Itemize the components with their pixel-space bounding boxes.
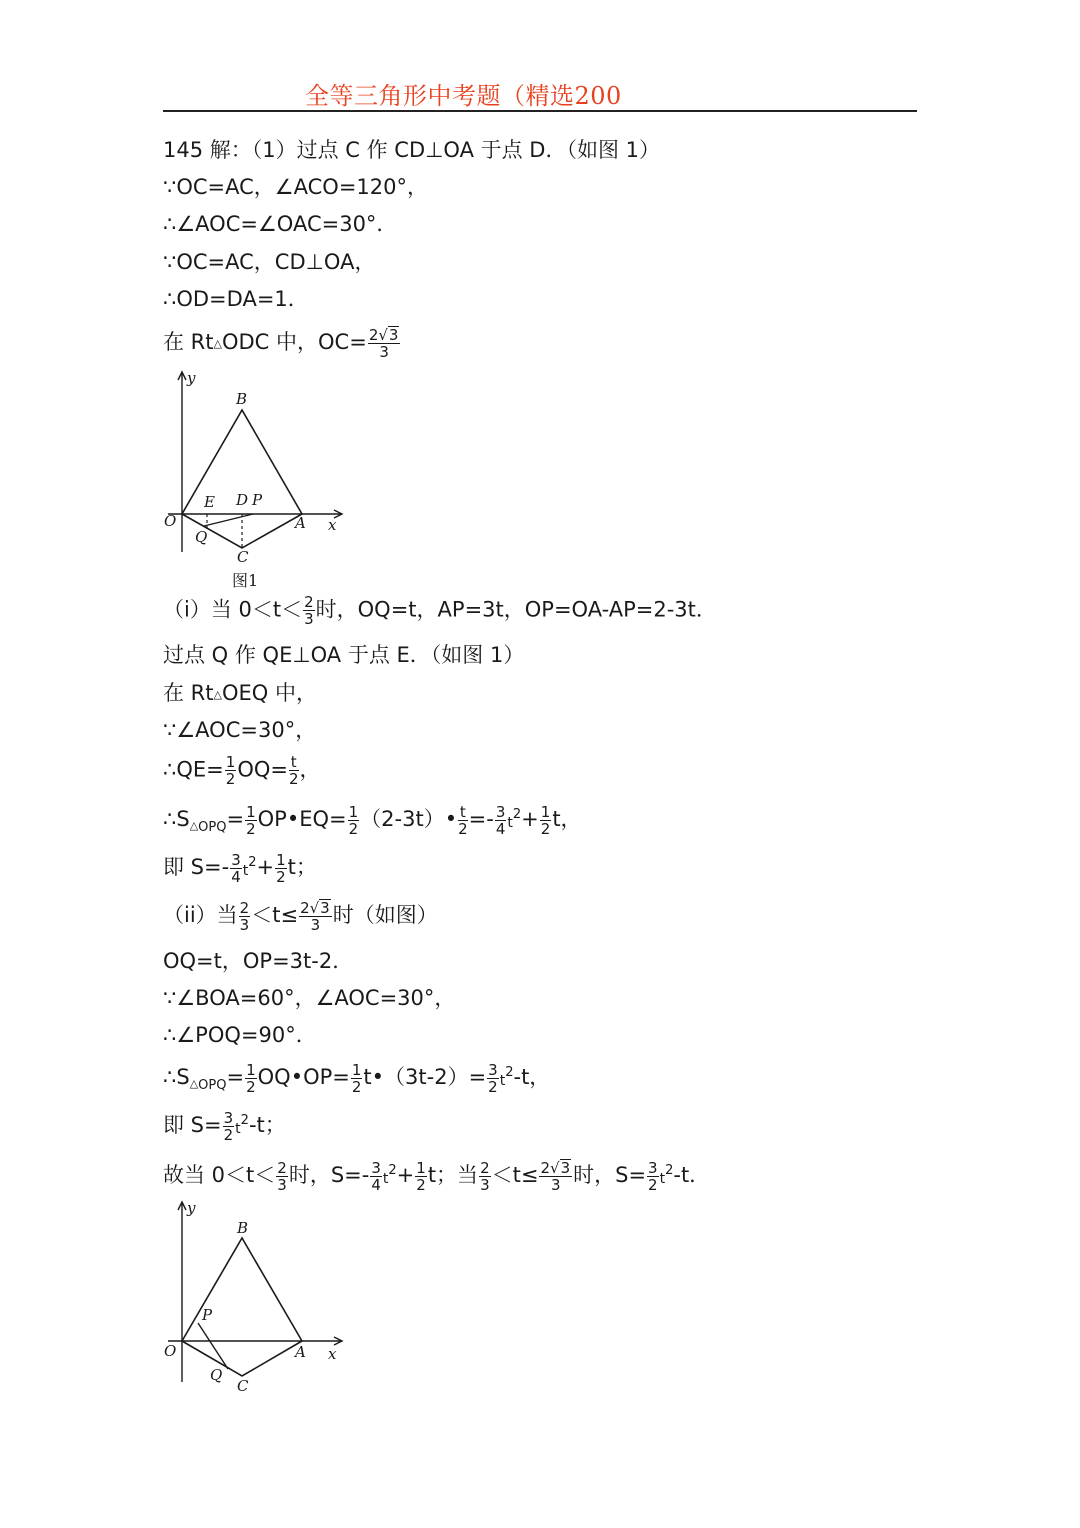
solution-line: ∴∠POQ=90°． <box>163 1023 317 1047</box>
solution-line: ∵∠BOA=60°，∠AOC=30°， <box>163 986 456 1010</box>
solution-line: 即 S=- $\frac{3}{4}$ $t^2+$ $\frac{1}{2}$ t； <box>163 850 317 886</box>
point-label-c: C <box>237 548 249 566</box>
triangle-symbol: △ <box>213 337 222 350</box>
figure-caption: 图1 <box>232 571 259 590</box>
solution-line: ∵OC=AC，CD⊥OA， <box>163 250 376 274</box>
solution-line: $\therefore S_{\triangle OPQ}=$ $\frac{1}{2}$ OQ•OP= $\frac{1}{2}$ t•（3t-2）= $\frac{3}{2}$ $t^2-t$， <box>163 1060 551 1096</box>
coordinate-figure-2 <box>160 1196 350 1401</box>
coordinate-figure-1 <box>160 366 350 571</box>
solution-line: 故当 0＜t＜ $\frac{2}{3}$ 时，S=- $\frac{3}{4}$ $t^2+$ $\frac{1}{2}$ t；当 $\frac{2}{3}$ ＜t≤ $\frac{2√3}{3}$ 时，S= $\frac{3}{2}$ $t^2-t$． <box>163 1158 711 1194</box>
point-label-q: Q <box>210 1366 223 1384</box>
point-label-e: E <box>204 493 215 511</box>
solution-line: ∵∠AOC=30°， <box>163 718 317 742</box>
point-label-q: Q <box>195 528 208 546</box>
point-label-b: B <box>236 390 248 408</box>
point-label-p: P <box>202 1306 213 1324</box>
solution-line: ∴OD=DA=1． <box>163 287 309 311</box>
point-label-b: B <box>237 1219 249 1237</box>
fraction: $\frac{2√3}{3}$ <box>368 326 399 361</box>
solution-line: 在 Rt△ODC 中，OC= $\frac{2√3}{3}$ <box>163 326 399 361</box>
solution-line: OQ=t，OP=3t-2． <box>163 949 354 973</box>
solution-line: ∴∠AOC=∠OAC=30°． <box>163 212 398 236</box>
point-label-a: A <box>295 514 306 532</box>
solution-line: $\therefore S_{\triangle OPQ}=$ $\frac{1}{2}$ OP•EQ= $\frac{1}{2}$ （2-3t）• $\frac{t}{2}$ =- $\frac{3}{4}$ $t^2+$ $\frac{1}{2}$ t， <box>163 802 582 838</box>
point-label-o: O <box>164 1342 177 1360</box>
solution-line: （i）当 0＜t＜ $\frac{2}{3}$ 时，OQ=t，AP=3t，OP=OA-AP=2-3t． <box>163 593 717 628</box>
solution-line: 即 S= $\frac{3}{2}$ $t^2-t$； <box>163 1108 286 1144</box>
axis-label-x: x <box>328 516 337 534</box>
point-label-a: A <box>295 1343 306 1361</box>
solution-line: ∴QE= $\frac{1}{2}$ OQ= $\frac{t}{2}$ ， <box>163 753 321 788</box>
solution-line: ∵OC=AC，∠ACO=120°， <box>163 175 429 199</box>
point-label-p: P <box>252 491 263 509</box>
point-label-o: O <box>164 512 177 530</box>
point-label-c: C <box>237 1377 249 1395</box>
point-label-d: D <box>236 491 249 509</box>
solution-line: 在 Rt△OEQ 中， <box>163 681 317 705</box>
solution-line: （ii）当 $\frac{2}{3}$ ＜t≤ $\frac{2√3}{3}$ 时（如图） <box>163 898 438 934</box>
axis-label-y: y <box>187 369 196 387</box>
fraction: $\frac{2}{3}$ <box>304 593 314 628</box>
page-title: 全等三角形中考题（精选200 <box>305 82 622 110</box>
axis-label-x: x <box>328 1345 337 1363</box>
header-divider <box>163 110 917 112</box>
solution-line: 过点 Q 作 QE⊥OA 于点 E．（如图 1） <box>163 643 525 667</box>
axis-label-y: y <box>187 1199 196 1217</box>
solution-line: 145 解：（1）过点 C 作 CD⊥OA 于点 D．（如图 1） <box>163 138 661 162</box>
